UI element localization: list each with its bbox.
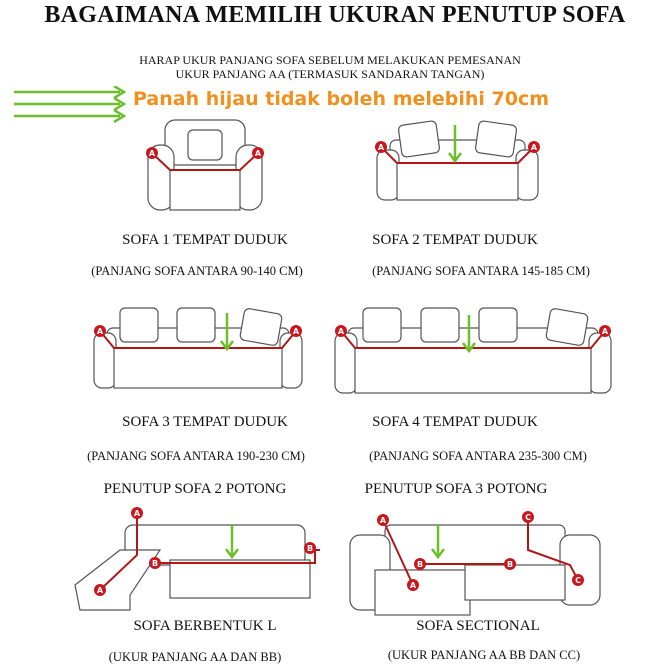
page-title: BAGAIMANA MEMILIH UKURAN PENUTUP SOFA xyxy=(44,2,626,28)
sectional-sofa-illustration xyxy=(345,510,607,620)
svg-text:A: A xyxy=(148,149,156,158)
svg-text:A: A xyxy=(96,327,104,336)
sofa-4-label: SOFA 4 TEMPAT DUDUK xyxy=(372,414,538,430)
svg-text:B: B xyxy=(151,559,159,568)
svg-text:A: A xyxy=(409,581,417,590)
three-piece-header: PENUTUP SOFA 3 POTONG xyxy=(364,481,548,497)
sectional-sofa-range: (UKUR PANJANG AA BB DAN CC) xyxy=(387,648,581,662)
instruction-line-1: HARAP UKUR PANJANG SOFA SEBELUM MELAKUKAN PEMESANAN xyxy=(139,53,521,67)
l-sofa-range: (UKUR PANJANG AA DAN BB) xyxy=(108,650,282,664)
sofa-3-seat-illustration xyxy=(92,303,304,398)
sectional-sofa-label: SOFA SECTIONAL xyxy=(416,618,540,634)
svg-text:A: A xyxy=(96,586,104,595)
svg-text:A: A xyxy=(254,149,262,158)
svg-text:C: C xyxy=(525,513,531,522)
two-piece-header: PENUTUP SOFA 2 POTONG xyxy=(103,481,287,497)
sofa-4-seat-illustration xyxy=(333,303,613,407)
green-arrows-icon xyxy=(12,86,132,128)
warning-text: Panah hijau tidak boleh melebihi 70cm xyxy=(133,88,550,110)
sofa-4-range: (PANJANG SOFA ANTARA 235-300 CM) xyxy=(369,449,587,463)
svg-text:A: A xyxy=(292,327,300,336)
svg-text:A: A xyxy=(601,327,609,336)
sofa-1-seat-illustration xyxy=(140,115,270,220)
sofa-1-label: SOFA 1 TEMPAT DUDUK xyxy=(122,232,288,248)
svg-text:B: B xyxy=(416,560,424,569)
svg-text:A: A xyxy=(133,509,141,518)
svg-text:B: B xyxy=(306,544,314,553)
svg-text:A: A xyxy=(379,516,387,525)
svg-text:B: B xyxy=(506,560,514,569)
svg-text:A: A xyxy=(377,143,385,152)
l-shaped-sofa-illustration xyxy=(70,505,325,615)
sofa-2-label: SOFA 2 TEMPAT DUDUK xyxy=(372,232,538,248)
svg-text:A: A xyxy=(337,327,345,336)
sofa-2-range: (PANJANG SOFA ANTARA 145-185 CM) xyxy=(372,264,590,278)
svg-text:C: C xyxy=(575,576,581,585)
l-sofa-label: SOFA BERBENTUK L xyxy=(133,618,277,634)
sofa-3-range: (PANJANG SOFA ANTARA 190-230 CM) xyxy=(87,449,305,463)
instruction-line-2: UKUR PANJANG AA (TERMASUK SANDARAN TANGAN) xyxy=(175,67,485,81)
sofa-2-seat-illustration xyxy=(375,115,540,207)
sofa-3-label: SOFA 3 TEMPAT DUDUK xyxy=(122,414,288,430)
svg-text:A: A xyxy=(530,143,538,152)
sofa-1-range: (PANJANG SOFA ANTARA 90-140 CM) xyxy=(91,264,303,278)
